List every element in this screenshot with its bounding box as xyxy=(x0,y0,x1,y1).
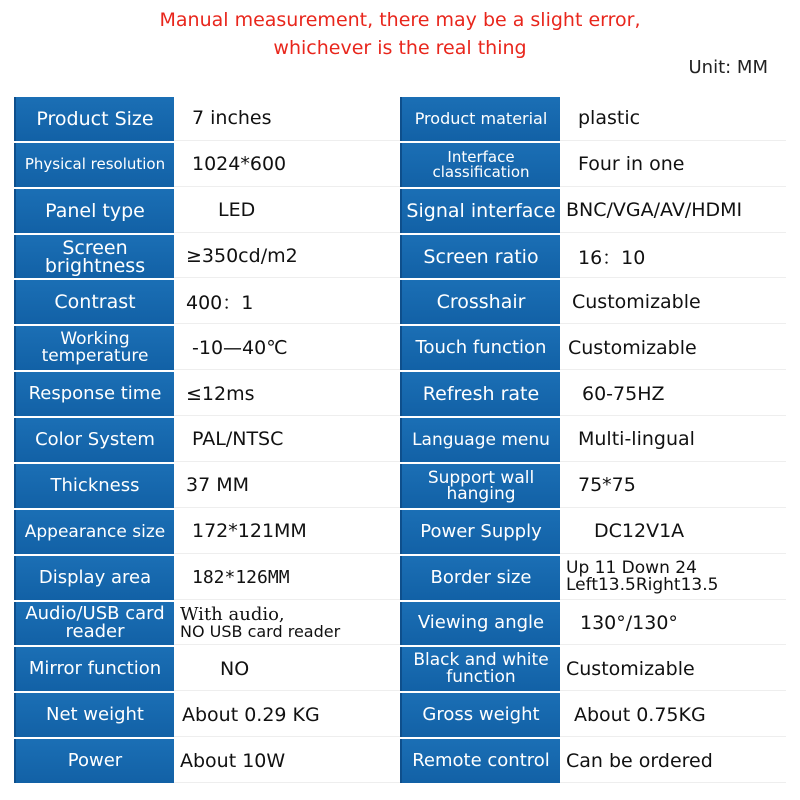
spec-value: PAL/NTSC xyxy=(174,418,400,462)
spec-label: Power xyxy=(14,739,174,783)
spec-label: Net weight xyxy=(14,693,174,737)
spec-label: Signal interface xyxy=(400,189,560,233)
spec-value: -10—40℃ xyxy=(174,326,400,370)
spec-label: Gross weight xyxy=(400,693,560,737)
spec-label: Audio/USB card reader xyxy=(14,602,174,646)
spec-value: Customizable xyxy=(560,326,786,370)
spec-label: Product material xyxy=(400,97,560,141)
spec-label: Screen brightness xyxy=(14,235,174,279)
spec-label: Working temperature xyxy=(14,326,174,370)
spec-label: Black and white function xyxy=(400,647,560,691)
spec-value: 37 MM xyxy=(174,464,400,508)
spec-label: Appearance size xyxy=(14,510,174,554)
disclaimer-line-1: Manual measurement, there may be a slight error, xyxy=(159,9,641,31)
spec-value: 7 inches xyxy=(174,97,400,141)
spec-value: 1024*600 xyxy=(174,143,400,187)
spec-value: ≥350cd/m2 xyxy=(174,235,400,279)
spec-value: About 10W xyxy=(174,739,400,783)
spec-label: Product Size xyxy=(14,97,174,141)
spec-label: Interface classification xyxy=(400,143,560,187)
spec-value: About 0.29 KG xyxy=(174,693,400,737)
spec-value: 16：10 xyxy=(560,235,786,279)
spec-value: About 0.75KG xyxy=(560,693,786,737)
spec-label: Power Supply xyxy=(400,510,560,554)
spec-label: Mirror function xyxy=(14,647,174,691)
spec-label: Display area xyxy=(14,556,174,600)
spec-label: Touch function xyxy=(400,326,560,370)
spec-label: Remote control xyxy=(400,739,560,783)
spec-label: Panel type xyxy=(14,189,174,233)
spec-value: 400：1 xyxy=(174,280,400,324)
spec-value: Customizable xyxy=(560,647,786,691)
spec-value: BNC/VGA/AV/HDMI xyxy=(560,189,786,233)
spec-value-line: With audio, xyxy=(180,603,285,625)
spec-label: Crosshair xyxy=(400,280,560,324)
spec-value: Can be ordered xyxy=(560,739,786,783)
spec-label: Response time xyxy=(14,372,174,416)
spec-label: Viewing angle xyxy=(400,602,560,646)
spec-label: Border size xyxy=(400,556,560,600)
spec-value: Customizable xyxy=(560,280,786,324)
spec-value: Four in one xyxy=(560,143,786,187)
spec-label: Support wall hanging xyxy=(400,464,560,508)
spec-label: Physical resolution xyxy=(14,143,174,187)
spec-label: Thickness xyxy=(14,464,174,508)
spec-value: 75*75 xyxy=(560,464,786,508)
spec-value: DC12V1A xyxy=(560,510,786,554)
spec-label: Color System xyxy=(14,418,174,462)
spec-label: Refresh rate xyxy=(400,372,560,416)
spec-value: plastic xyxy=(560,97,786,141)
spec-value-line: Left13.5Right13.5 xyxy=(566,575,719,596)
spec-value-line: NO USB card reader xyxy=(180,621,341,641)
spec-label: Contrast xyxy=(14,280,174,324)
spec-value: 172*121MM xyxy=(174,510,400,554)
spec-value: 60-75HZ xyxy=(560,372,786,416)
spec-value-multiline xyxy=(560,556,786,600)
spec-value: ≤12ms xyxy=(174,372,400,416)
spec-value-line: Up 11 Down 24 xyxy=(566,558,697,579)
spec-value-multiline xyxy=(174,602,400,646)
spec-value: 182*126MM xyxy=(174,556,400,600)
spec-value: LED xyxy=(174,189,400,233)
spec-label: Screen ratio xyxy=(400,235,560,279)
spec-table xyxy=(14,97,786,783)
disclaimer-line-2: whichever is the real thing xyxy=(273,37,527,59)
spec-value: 130°/130° xyxy=(560,602,786,646)
spec-label: Language menu xyxy=(400,418,560,462)
spec-value: Multi-lingual xyxy=(560,418,786,462)
spec-value: NO xyxy=(174,647,400,691)
measurement-disclaimer xyxy=(0,6,800,62)
unit-note: Unit: MM xyxy=(688,57,768,78)
